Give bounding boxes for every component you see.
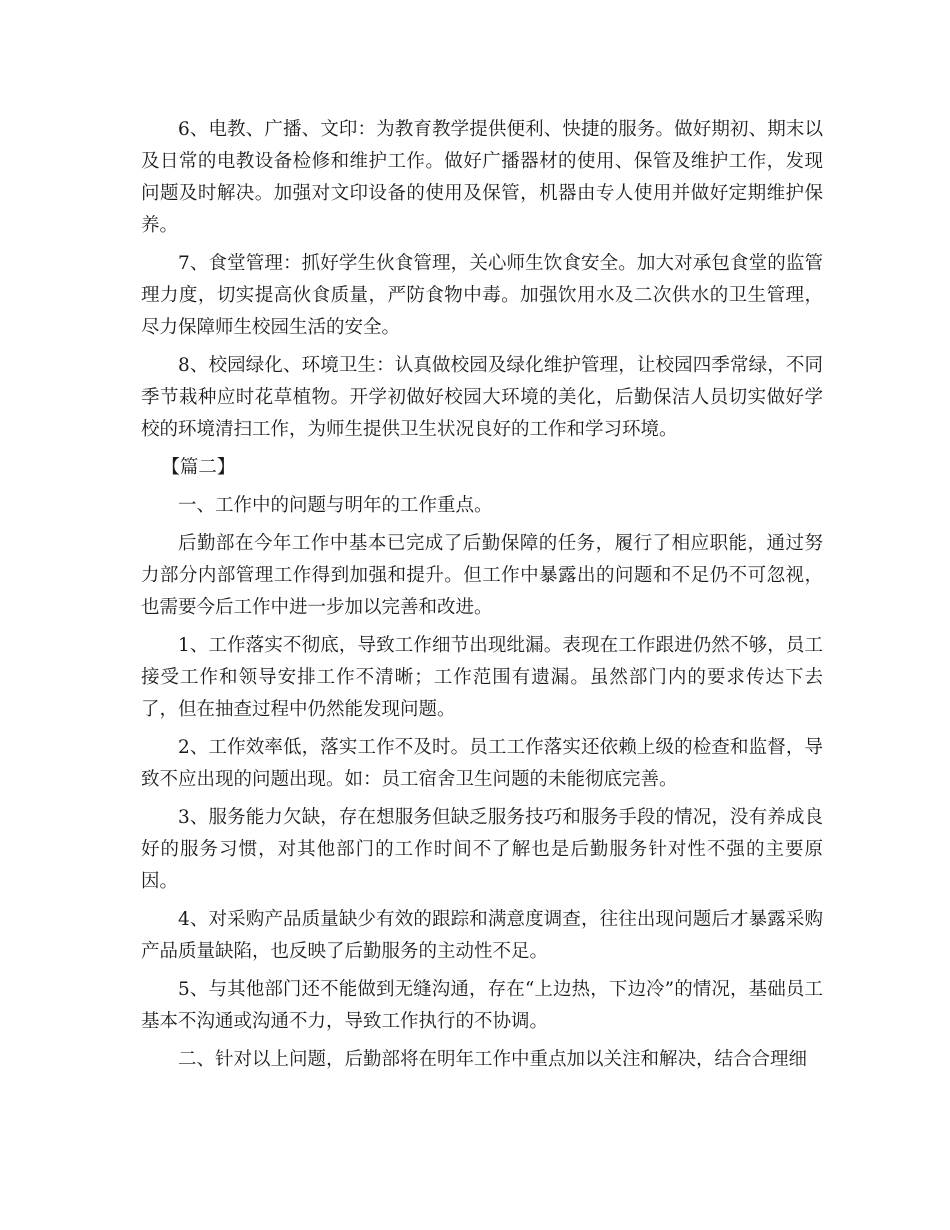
paragraph-issue-4: 4、对采购产品质量缺少有效的跟踪和满意度调查，往往出现问题后才暴露采购产品质量缺陷，也反映了后勤服务的主动性不足。 (141, 909, 823, 962)
paragraph-next-steps: 二、针对以上问题，后勤部将在明年工作中重点加以关注和解决，结合合理细 (178, 1049, 808, 1070)
section-heading: 【篇二】 (161, 457, 236, 478)
paragraph-issue-2: 2、工作效率低，落实工作不及时。员工工作落实还依赖上级的检查和监督，导致不应出现的问题出现。如：员工宿舍卫生问题的未能彻底完善。 (141, 737, 823, 790)
paragraph-problems-heading: 一、工作中的问题与明年的工作重点。 (178, 495, 493, 516)
paragraph-summary: 后勤部在今年工作中基本已完成了后勤保障的任务，履行了相应职能，通过努力部分内部管理工作得到加强和提升。但工作中暴露出的问题和不足仍不可忽视，也需要今后工作中进一步加以完善和改进。 (141, 533, 823, 618)
paragraph-issue-1: 1、工作落实不彻底，导致工作细节出现纰漏。表现在工作跟进仍然不够，员工接受工作和领导安排工作不清晰；工作范围有遗漏。虽然部门内的要求传达下去了，但在抽查过程中仍然能发现问题。 (141, 635, 823, 720)
paragraph-issue-5: 5、与其他部门还不能做到无缝沟通，存在“上边热，下边冷”的情况，基础员工基本不沟通或沟通不力，导致工作执行的不协调。 (141, 979, 823, 1032)
paragraph-issue-3: 3、服务能力欠缺，存在想服务但缺乏服务技巧和服务手段的情况，没有养成良好的服务习惯，对其他部门的工作时间不了解也是后勤服务针对性不强的主要原因。 (141, 807, 823, 892)
paragraph-greening: 8、校园绿化、环境卫生：认真做校园及绿化维护管理，让校园四季常绿，不同季节栽种应时花草植物。开学初做好校园大环境的美化，后勤保洁人员切实做好学校的环境清扫工作，为师生提供卫生状况良好的工作和学习环境。 (141, 355, 823, 440)
document-body (141, 114, 823, 1082)
paragraph-av-equipment: 6、电教、广播、文印：为教育教学提供便利、快捷的服务。做好期初、期末以及日常的电教设备检修和维护工作。做好广播器材的使用、保管及维护工作，发现问题及时解决。加强对文印设备的使用及保管，机器由专人使用并做好定期维护保养。 (141, 119, 823, 236)
paragraph-canteen: 7、食堂管理：抓好学生伙食管理，关心师生饮食安全。加大对承包食堂的监管理力度，切实提高伙食质量，严防食物中毒。加强饮用水及二次供水的卫生管理，尽力保障师生校园生活的安全。 (141, 253, 823, 338)
